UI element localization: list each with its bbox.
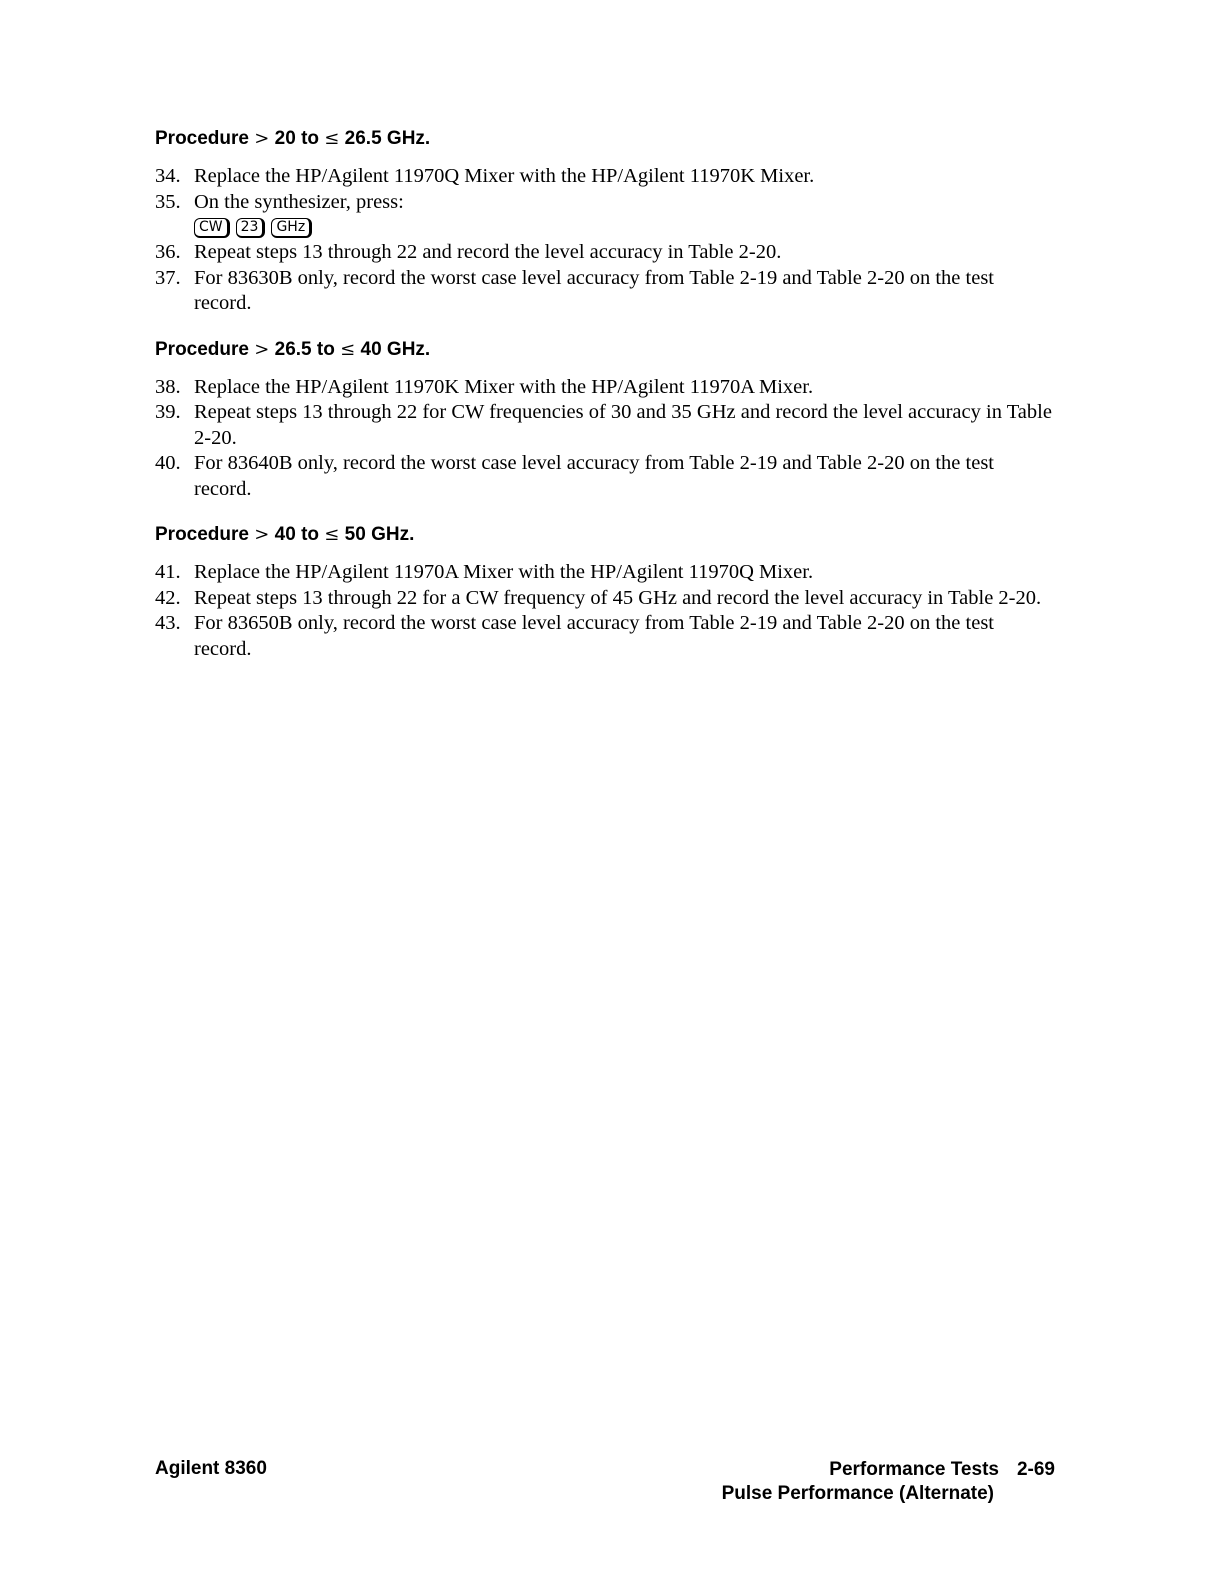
step-item [155,611,1055,662]
ghz-key: GHz [271,218,312,238]
step-number: 42. [155,586,181,609]
heading-high-value: 26.5 GHz. [344,128,431,149]
step-text: Replace the HP/Agilent 11970A Mixer with the HP/Agilent 11970Q Mixer. [194,561,814,583]
procedure-section-20-26-5 [155,126,1055,317]
step-body [194,190,1055,241]
step-item [155,375,1055,401]
section-heading [155,337,1055,363]
section-heading [155,522,1055,548]
step-text: Repeat steps 13 through 22 and record the level accuracy in Table 2-20. [194,241,782,263]
step-item [155,400,1055,451]
greater-than-symbol: > [254,524,270,545]
less-equal-symbol: ≤ [340,338,356,360]
step-number: 38. [155,375,181,398]
heading-prefix: Procedure [155,338,249,360]
section-heading [155,126,1055,152]
heading-to-word: to [316,338,335,360]
step-list [155,375,1055,503]
step-item [155,560,1055,586]
procedure-section-40-50 [155,522,1055,662]
step-list [155,164,1055,317]
step-number: 43. [155,612,181,634]
heading-to-word: to [301,524,319,545]
entry-23-key: 23 [236,218,266,238]
less-equal-symbol: ≤ [324,524,340,545]
heading-high-value: 40 GHz. [360,338,431,360]
heading-low-value: 40 [274,524,296,545]
cw-key: CW [194,218,230,238]
step-text: For 83630B only, record the worst case level accuracy from Table 2-19 and Table 2-20 on the test record. [194,266,994,314]
step-item [155,164,1055,190]
step-item [155,190,1055,241]
step-text: Repeat steps 13 through 22 for a CW frequency of 45 GHz and record the level accuracy in Table 2-20. [194,586,1042,609]
footer-section: Pulse Performance (Alternate) [721,1483,994,1504]
greater-than-symbol: > [254,338,270,360]
less-equal-symbol: ≤ [324,128,340,149]
step-text: For 83640B only, record the worst case level accuracy from Table 2-19 and Table 2-20 on the test record. [194,452,994,500]
page-content [155,126,1055,682]
key-sequence [194,218,1055,238]
procedure-section-26-5-40 [155,337,1055,503]
heading-prefix: Procedure [155,128,249,149]
footer-chapter: Performance Tests [829,1459,999,1480]
step-number: 36. [155,241,181,263]
step-item [155,240,1055,266]
step-number: 34. [155,165,181,187]
step-item [155,451,1055,502]
step-list [155,560,1055,662]
step-number: 41. [155,561,181,583]
step-text: For 83650B only, record the worst case level accuracy from Table 2-19 and Table 2-20 on the test record. [194,612,994,660]
footer-product: Agilent 8360 [155,1458,267,1479]
step-number: 35. [155,190,181,213]
footer-page-number: 2-69 [1016,1459,1055,1480]
footer-right [722,1458,1055,1506]
step-text: On the synthesizer, press: [194,190,404,213]
footer-chapter-row [722,1458,1055,1482]
step-number: 37. [155,266,181,289]
step-text: Replace the HP/Agilent 11970K Mixer with the HP/Agilent 11970A Mixer. [194,375,814,398]
heading-high-value: 50 GHz. [344,524,415,545]
heading-prefix: Procedure [155,524,249,545]
heading-to-word: to [301,128,319,149]
step-text: Replace the HP/Agilent 11970Q Mixer with the HP/Agilent 11970K Mixer. [194,165,815,187]
heading-low-value: 20 [274,128,296,149]
step-text: Repeat steps 13 through 22 for CW frequencies of 30 and 35 GHz and record the level accuracy in Table 2-20. [194,401,1052,449]
step-number: 39. [155,401,181,423]
heading-low-value: 26.5 [274,338,312,360]
step-item [155,586,1055,612]
step-item [155,266,1055,317]
step-number: 40. [155,452,181,474]
greater-than-symbol: > [254,128,270,149]
